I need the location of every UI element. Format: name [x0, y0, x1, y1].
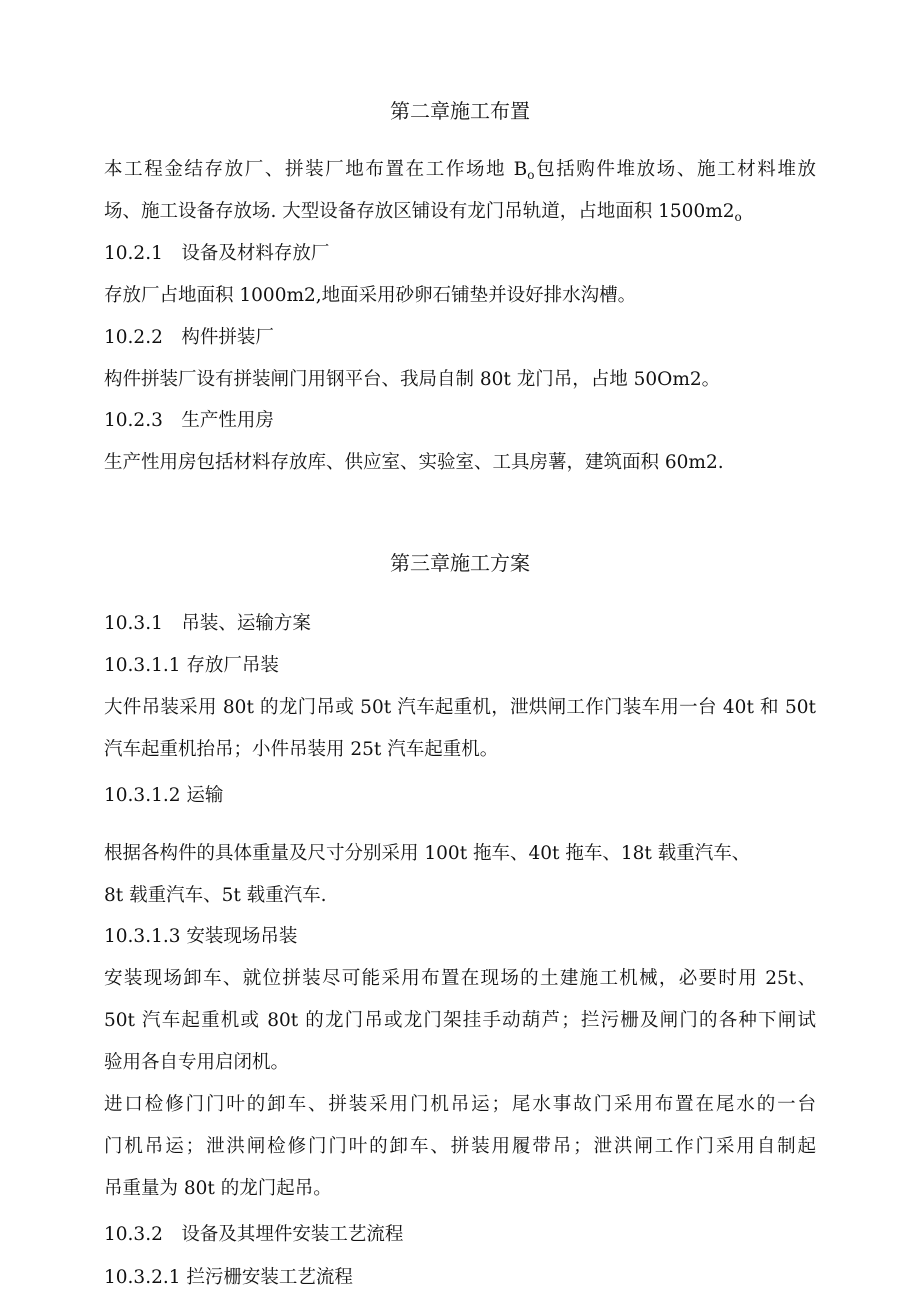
section-10-3-1-1-line2: 汽车起重机抬吊；小件吊装用 25t 汽车起重机。 [104, 739, 499, 760]
section-10-3-1-3-line3: 验用各自专用启闭机。 [104, 1052, 290, 1073]
section-10-2-2-text: 构件拼装厂设有拼装闸门用钢平台、我局自制 80t 龙门吊，占地 50Om2。 [104, 369, 721, 390]
intro-line1-subscript: o [527, 168, 535, 182]
section-10-3-2-1-heading: 10.3.2.1 拦污栅安装工艺流程 [104, 1267, 353, 1288]
hoisting-paragraph-line1: 进口检修门门叶的卸车、拼装采用门机吊运；尾水事故门采用布置在尾水的一台 [104, 1094, 816, 1115]
section-10-3-1-1-line1: 大件吊装采用 80t 的龙门吊或 50t 汽车起重机，泄烘闸工作门装车用一台 40t 和 50t [104, 697, 816, 718]
section-10-2-2-heading: 10.2.2 构件拼装厂 [104, 327, 274, 348]
chapter2-intro-line1 [104, 158, 816, 187]
intro-line1-text-a: 本工程金结存放厂、拼装厂地布置在工作场地 B [104, 159, 528, 180]
section-10-3-1-2-heading: 10.3.1.2 运输 [104, 785, 224, 806]
hoisting-paragraph-line3: 吊重量为 80t 的龙门起吊。 [104, 1178, 332, 1199]
section-10-2-3-text: 生产性用房包括材料存放库、供应室、实验室、工具房薯，建筑面积 60m2. [104, 452, 724, 473]
chapter3-title: 第三章施工方案 [390, 551, 530, 575]
section-10-3-1-heading: 10.3.1 吊装、运输方案 [104, 613, 311, 634]
intro-line2-subscript: o [734, 210, 742, 224]
intro-line2-text: 场、施工设备存放场. 大型设备存放区铺设有龙门吊轨道，占地面积 1500m2 [104, 201, 735, 222]
intro-line1-text-b: 包括购件堆放场、施工材料堆放 [534, 159, 816, 180]
section-10-2-3-heading: 10.2.3 生产性用房 [104, 410, 274, 431]
hoisting-paragraph-line2: 门机吊运；泄洪闸检修门门叶的卸车、拼装用履带吊；泄洪闸工作门采用自制起 [104, 1136, 816, 1157]
chapter2-title: 第二章施工布置 [390, 99, 530, 123]
section-10-3-1-2-line2: 8t 载重汽车、5t 载重汽车. [104, 885, 327, 906]
section-10-3-1-1-heading: 10.3.1.1 存放厂吊装 [104, 655, 279, 676]
section-10-3-1-3-heading: 10.3.1.3 安装现场吊装 [104, 926, 298, 947]
section-10-3-1-3-line1: 安装现场卸车、就位拼装尽可能采用布置在现场的土建施工机械，必要时用 25t、 [104, 968, 816, 989]
chapter2-intro-line2 [104, 200, 816, 229]
section-10-3-2-heading: 10.3.2 设备及其埋件安装工艺流程 [104, 1224, 404, 1245]
section-10-2-1-text: 存放厂占地面积 1000m2,地面采用砂卵石铺垫并设好排水沟槽。 [104, 285, 637, 306]
section-10-2-1-heading: 10.2.1 设备及材料存放厂 [104, 243, 330, 264]
section-10-3-1-2-line1: 根据各构件的具体重量及尺寸分别采用 100t 拖车、40t 拖车、18t 载重汽车、 [104, 843, 751, 864]
section-10-3-1-3-line2: 50t 汽车起重机或 80t 的龙门吊或龙门架挂手动葫芦；拦污栅及闸门的各种下闸试 [104, 1010, 816, 1031]
